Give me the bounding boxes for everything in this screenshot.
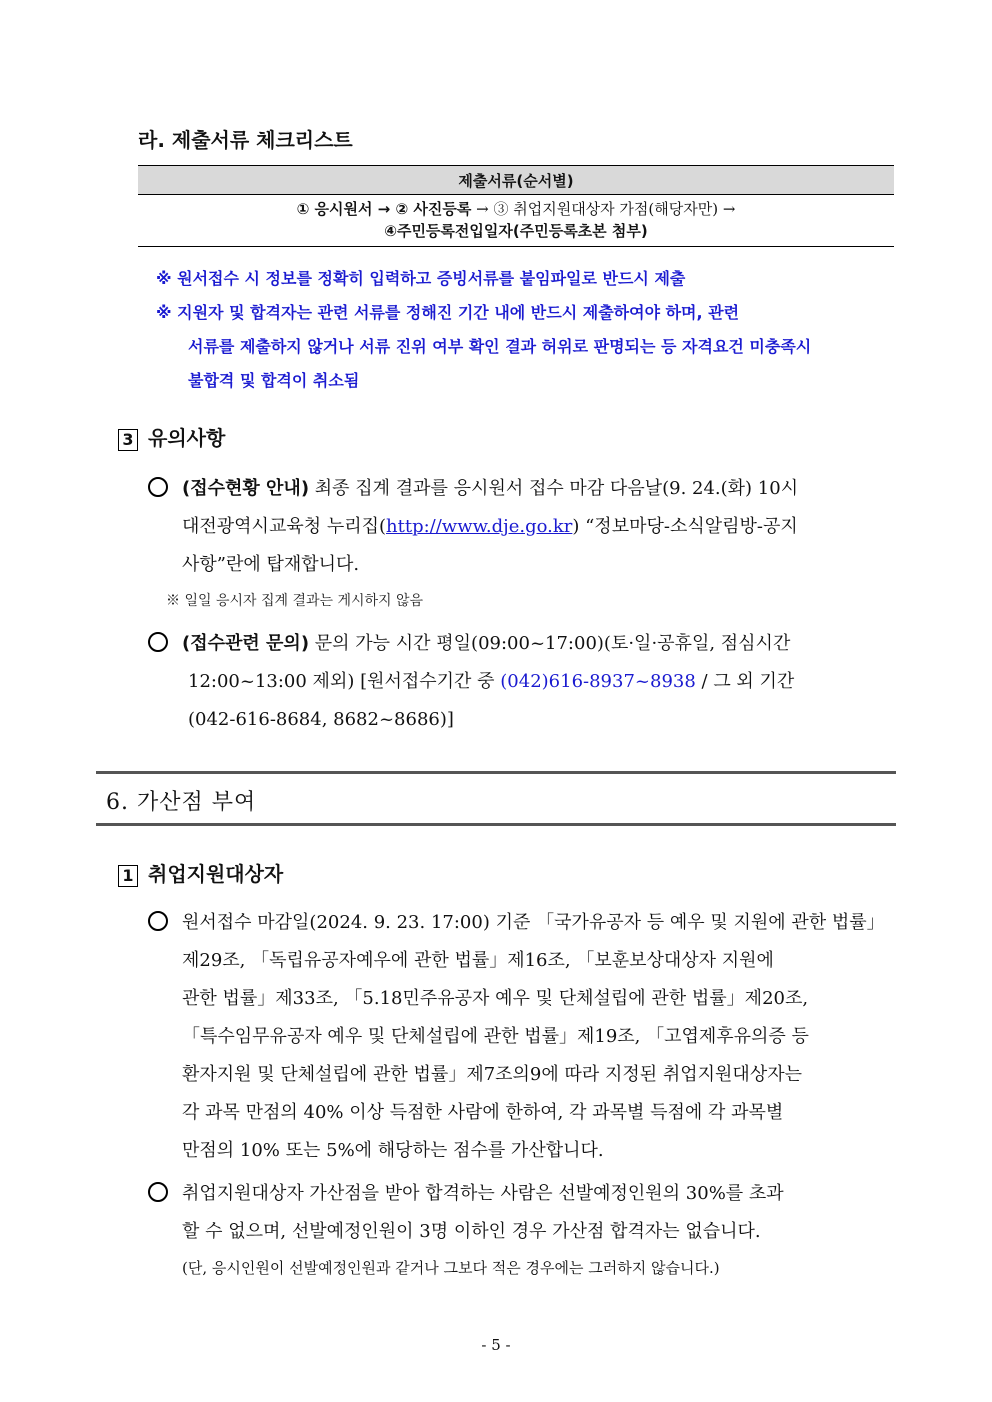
- item-receipt-status: [148, 470, 898, 584]
- checklist-body: [138, 195, 894, 246]
- checklist-step-3: → ③ 취업지원대상자 가점(해당자만) →: [471, 200, 736, 218]
- paragraph-bonus-rules: [148, 904, 898, 1170]
- note-1: ※ 원서접수 시 정보를 정확히 입력하고 증빙서류를 붙임파일로 반드시 제출: [156, 269, 686, 288]
- notes-block: [156, 262, 898, 398]
- item-text-end: 사항”란에 탑재합니다.: [182, 554, 360, 575]
- item-text-end: (042-616-8684, 8682~8686)]: [188, 709, 454, 730]
- section-rule-bottom: [96, 823, 896, 826]
- checklist-line-1: [138, 198, 894, 220]
- item-inquiry: [148, 625, 898, 739]
- note-2: ※ 지원자 및 합격자는 관련 서류를 정해진 기간 내에 반드시 제출하여야 하며, 관련: [156, 303, 740, 322]
- checklist-header: 제출서류(순서별): [138, 166, 894, 195]
- section-rule-top: [96, 771, 896, 774]
- phone-number: (042)616-8937~8938: [500, 671, 696, 692]
- para-line: 만점의 10% 또는 5%에 해당하는 점수를 가산합니다.: [182, 1140, 604, 1161]
- website-link[interactable]: http://www.dje.go.kr: [386, 516, 573, 537]
- checklist-step-1-2: ① 응시원서 → ② 사진등록: [296, 200, 472, 218]
- item-text-cont: 12:00~13:00 제외) [원서접수기간 중: [188, 671, 501, 692]
- item-text-cont2: ) “정보마당-소식알림방-공지: [572, 516, 798, 537]
- checklist-line-2: ④주민등록전입일자(주민등록초본 첨부): [384, 222, 648, 240]
- section-number-box: 1: [118, 865, 138, 887]
- item-text: 문의 가능 시간 평일(09:00~17:00)(토·일·공휴일, 점심시간: [309, 633, 791, 654]
- bullet-circle-icon: [148, 911, 168, 931]
- section-heading-employment: [118, 858, 283, 887]
- para-line: 「특수임무유공자 예우 및 단체설립에 관한 법률」제19조, 「고엽제후유의증 등: [182, 1026, 809, 1047]
- paragraph-bonus-limit: [148, 1175, 898, 1251]
- item-text-cont: 대전광역시교육청 누리집(: [182, 516, 387, 537]
- para-line: 할 수 없으며, 선발예정인원이 3명 이하인 경우 가산점 합격자는 없습니다.: [182, 1221, 761, 1242]
- item-label: (접수관련 문의): [182, 633, 310, 654]
- bullet-circle-icon: [148, 632, 168, 652]
- item-label: (접수현황 안내): [182, 478, 310, 499]
- para-line: 제29조, 「독립유공자예우에 관한 법률」제16조, 「보훈보상대상자 지원에: [182, 950, 774, 971]
- para-line: 각 과목 만점의 40% 이상 득점한 사람에 한하여, 각 과목별 득점에 각 과목별: [182, 1102, 784, 1123]
- note-2-end: 불합격 및 합격이 취소됨: [188, 371, 360, 390]
- section-number-box: 3: [118, 429, 138, 451]
- bullet-circle-icon: [148, 477, 168, 497]
- item-text-cont2: / 그 외 기간: [695, 671, 795, 692]
- para-line: 취업지원대상자 가산점을 받아 합격하는 사람은 선발예정인원의 30%를 초과: [182, 1183, 784, 1204]
- page-number: - 5 -: [481, 1336, 511, 1354]
- chapter-title: 6. 가산점 부여: [106, 790, 257, 815]
- section-title-checklist: 라. 제출서류 체크리스트: [138, 128, 353, 152]
- item-note: ※ 일일 응시자 집계 결과는 게시하지 않음: [166, 593, 424, 609]
- note-2-cont: 서류를 제출하지 않거나 서류 진위 여부 확인 결과 허위로 판명되는 등 자격요건 미충족시: [188, 337, 812, 356]
- section-heading-text: 유의사항: [148, 426, 226, 450]
- bullet-circle-icon: [148, 1182, 168, 1202]
- section-heading-notice: [118, 422, 225, 451]
- paragraph-footnote: (단, 응시인원이 선발예정인원과 같거나 그보다 적은 경우에는 그러하지 않습니다.): [182, 1259, 720, 1277]
- para-line: 환자지원 및 단체설립에 관한 법률」제7조의9에 따라 지정된 취업지원대상자는: [182, 1064, 802, 1085]
- para-line: 관한 법률」제33조, 「5.18민주유공자 예우 및 단체설립에 관한 법률」제20조,: [182, 988, 809, 1009]
- para-line: 원서접수 마감일(2024. 9. 23. 17:00) 기준 「국가유공자 등 예우 및 지원에 관한 법률」: [182, 912, 885, 933]
- item-text: 최종 집계 결과를 응시원서 접수 마감 다음날(9. 24.(화) 10시: [309, 478, 799, 499]
- section-heading-text: 취업지원대상자: [148, 862, 284, 886]
- checklist-table: [138, 165, 894, 247]
